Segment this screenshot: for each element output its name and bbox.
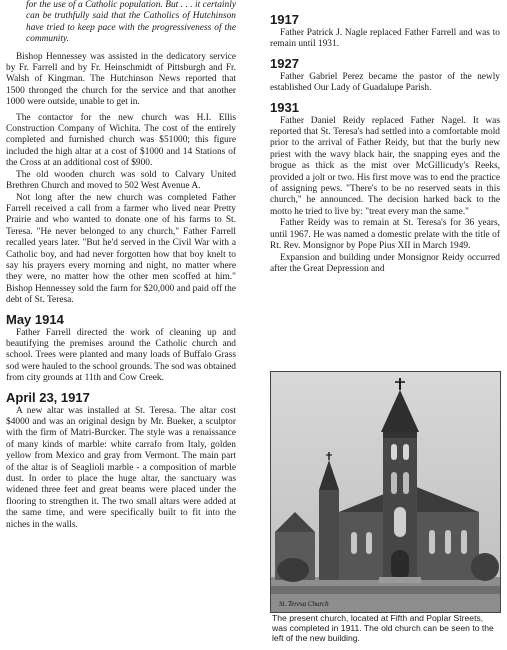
photo-inscription: St. Teresa Church: [279, 600, 329, 608]
right-column: [270, 0, 500, 275]
intro-quote: for the use of a Catholic population. But . . . it certainly can be truthfully said that the Catholics of Hutchinson have tried to keep pace with the progressiveness of the community.: [26, 0, 236, 45]
heading-may-1914: May 1914: [6, 311, 64, 327]
heading-1927: 1927: [270, 55, 299, 71]
paragraph-1927: Father Gabriel Perez became the pastor of the newly established Our Lady of Guadalupe Parish.: [270, 71, 500, 94]
heading-1917: 1917: [270, 12, 299, 27]
paragraph-1917: Father Patrick J. Nagle replaced Father Farrell and was to remain until 1931.: [270, 28, 500, 50]
paragraph-farm-donation: Not long after the new church was completed Father Farrell received a call from a farmer who lived near Pretty Prairie and who wanted to donate one of his farms to St. Teresa. "He never belonged to any church," Father Farrell recalled years later. "But he'd served in the Civil War with a Catholic boy, and had never forgotten how that boy knelt to say his prayers every morning and night, no matter where they were, no matter how the other men scoffed at him." Bishop Hennessey sold the farm for $20,000 and paid off the debt of St. Teresa.: [6, 192, 236, 306]
paragraph-1931-c: Expansion and building under Monsignor Reidy occurred after the Great Depression and: [270, 252, 500, 274]
photo-caption: The present church, located at Fifth and Poplar Streets, was completed in 1911. The old church can be seen to the left of the new building.: [272, 613, 494, 644]
paragraph-1931-a: Father Daniel Reidy replaced Father Nagel. It was reported that St. Teresa's had settled into a comfortable mold prior to the arrival of Father Reidy, but that the burly new priest with the wavy black hair, the snapping eyes and the brogue as thick as the mist over McGillicudy's Reeks, provided a jolt or two. His first move was to end the practice of assigning pews. "There's to be no reserved seats in this church," he announced. The decision harked back to the motto he tried to live by: "treat every man the same.": [270, 115, 500, 217]
paragraph-contractor: The contactor for the new church was H.I. Ellis Construction Company of Wichita. The cost of the entirely completed and furnished church was $51000; this figure included the high altar at a cost of $1000 and 14 Stations of the Cross at an additional cost of $900.: [6, 112, 236, 169]
left-column: [6, 0, 236, 531]
paragraph-may-1914: Father Farrell directed the work of cleaning up and beautifying the premises around the Catholic church and school. Trees were planted and many loads of Buffalo Grass sod were hauled to the school grounds. The sod was obtained from city grounds at 11th and Cow Creek.: [6, 327, 236, 384]
paragraph-1931-b: Father Reidy was to remain at St. Teresa's for 36 years, until 1967. He was named a domestic prelate with the title of Rt. Rev. Monsignor by Pope Pius XII in March 1949.: [270, 218, 500, 252]
paragraph-dedication: Bishop Hennessey was assisted in the dedicatory service by Fr. Farrell and by Fr. Heinschmidt of Pittsburgh and Fr. Walsh of Kingman. The Hutchinson News reported that 1500 thronged the church for the service and that another 1000 were outside, unable to get in.: [6, 51, 236, 108]
heading-april-1917: April 23, 1917: [6, 389, 90, 405]
paragraph-april-1917: A new altar was installed at St. Teresa. The altar cost $4000 and was an original design by Mr. Bueker, a sculptor with the firm of Matri-Burcker. The style was a renaissance of many kinds of marble: white carrafo from Italy, golden yellow from Mexico and gray from Vermont. The main part of the altar is of Seaglioli marble - a composition of marble dust. In order to place the huge altar, the sanctuary was widened three feet and great beams were placed under the flooring to strengthen it. The two small altars were added at the same time, and were specifically built to fit into the niches in the walls.: [6, 405, 236, 530]
paragraph-old-church: The old wooden church was sold to Calvary United Brethren Church and moved to 502 West Avenue A.: [6, 169, 236, 192]
church-photo: [270, 371, 501, 613]
heading-1931: 1931: [270, 99, 299, 115]
